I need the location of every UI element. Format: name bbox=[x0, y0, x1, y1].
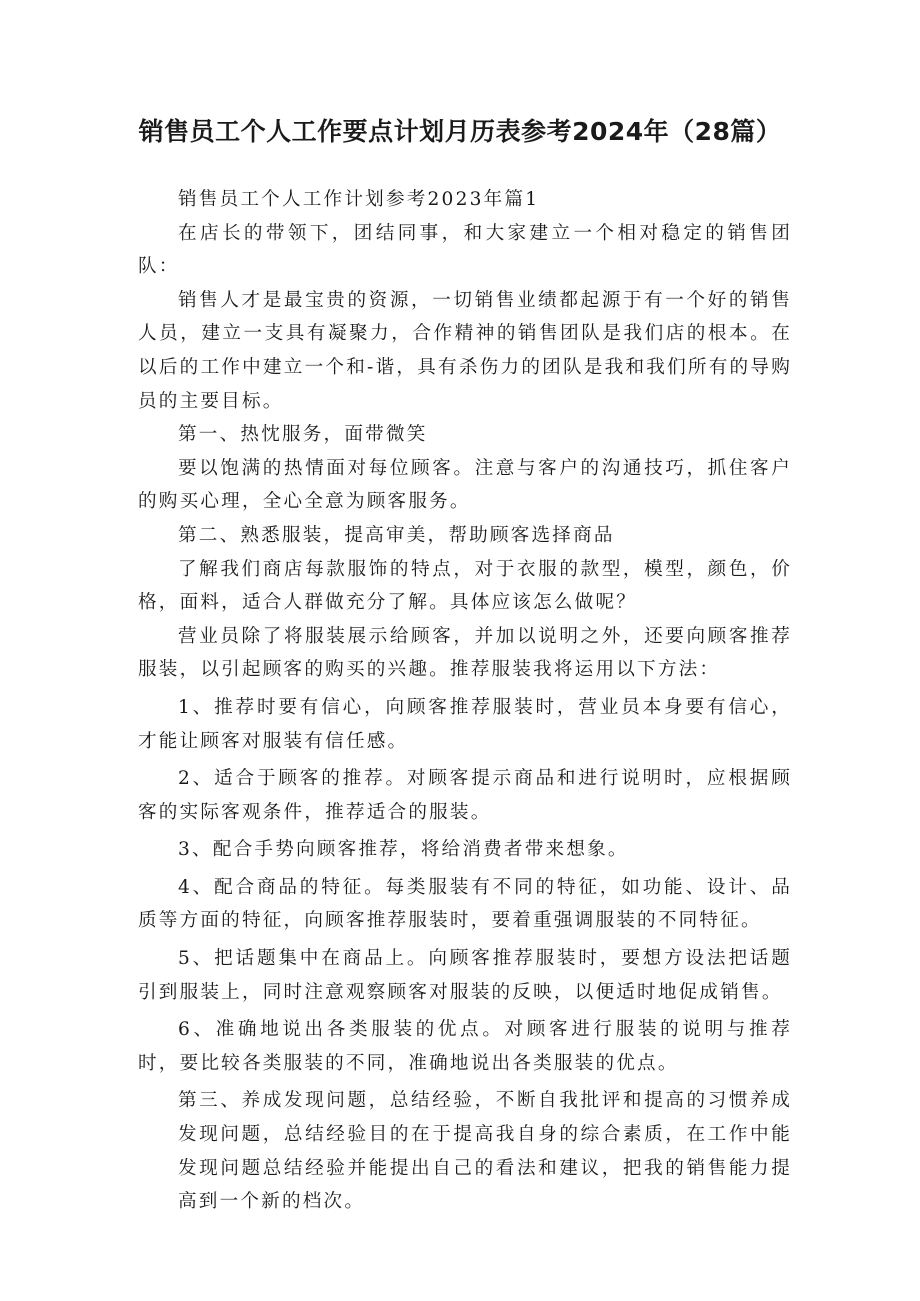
document-body bbox=[138, 183, 792, 1219]
subheading: 第一、热忱服务，面带微笑 bbox=[178, 424, 428, 446]
paragraph: 了解我们商店每款服饰的特点，对于衣服的款型，模型，颜色，价格，面料，适合人群做充分了解。具体应该怎么做呢？ bbox=[138, 558, 792, 614]
list-item: 5、把话题集中在商品上。向顾客推荐服装时，要想方设法把话题引到服装上，同时注意观察顾客对服装的反映，以便适时地促成销售。 bbox=[138, 948, 792, 1003]
paragraph: 在店长的带领下，团结同事，和大家建立一个相对稳定的销售团队： bbox=[138, 222, 792, 278]
paragraph: 营业员除了将服装展示给顾客，并加以说明之外，还要向顾客推荐服装，以引起顾客的购买的兴趣。推荐服装我将运用以下方法： bbox=[138, 625, 792, 681]
paragraph: 第三、养成发现问题，总结经验，不断自我批评和提高的习惯养成发现问题，总结经验目的在于提高我自身的综合素质，在工作中能发现问题总结经验并能提出自己的看法和建议，把我的销售能力提高到一个新的档次。 bbox=[178, 1090, 792, 1213]
list-item: 6、准确地说出各类服装的优点。对顾客进行服装的说明与推荐时，要比较各类服装的不同，准确地说出各类服装的优点。 bbox=[138, 1019, 792, 1074]
section-heading: 销售员工个人工作计划参考2023年篇1 bbox=[178, 189, 540, 210]
list-item: 2、适合于顾客的推荐。对顾客提示商品和进行说明时，应根据顾客的实际客观条件，推荐适合的服装。 bbox=[138, 768, 792, 823]
subheading: 第二、熟悉服装，提高审美，帮助顾客选择商品 bbox=[178, 524, 615, 546]
list-item: 3、配合手势向顾客推荐，将给消费者带来想象。 bbox=[178, 839, 629, 861]
document-title: 销售员工个人工作要点计划月历表参考2024年（28篇） bbox=[138, 117, 782, 146]
paragraph: 销售人才是最宝贵的资源，一切销售业绩都起源于有一个好的销售人员，建立一支具有凝聚力，合作精神的销售团队是我们店的根本。在以后的工作中建立一个和-谐，具有杀伤力的团队是我和我们所有的导购员的主要目标。 bbox=[138, 289, 792, 412]
list-item: 4、配合商品的特征。每类服装有不同的特征，如功能、设计、品质等方面的特征，向顾客推荐服装时，要着重强调服装的不同特征。 bbox=[138, 876, 792, 932]
list-item: 1、推荐时要有信心，向顾客推荐服装时，营业员本身要有信心，才能让顾客对服装有信任感。 bbox=[138, 696, 792, 752]
paragraph: 要以饱满的热情面对每位顾客。注意与客户的沟通技巧，抓住客户的购买心理，全心全意为顾客服务。 bbox=[138, 457, 792, 513]
